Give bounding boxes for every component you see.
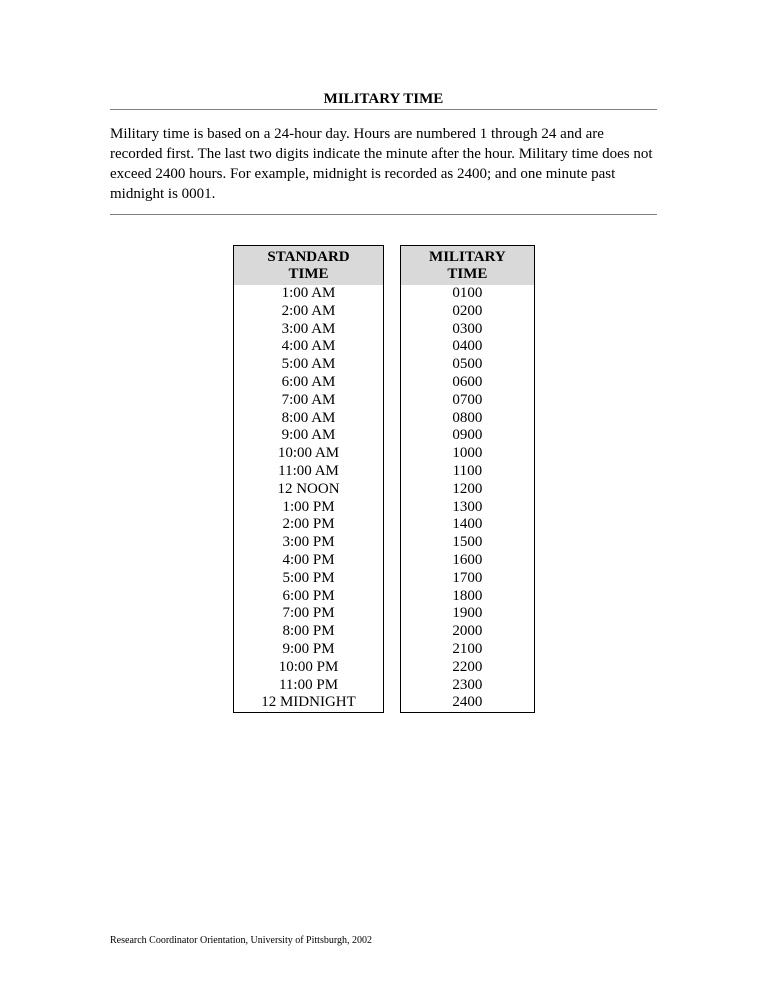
standard-time-cell: 12 MIDNIGHT (234, 694, 384, 712)
table-row (234, 445, 535, 463)
military-time-cell: 1900 (400, 605, 534, 623)
table-header (234, 246, 535, 286)
standard-time-cell: 8:00 PM (234, 623, 384, 641)
table-row (234, 321, 535, 339)
standard-time-cell: 1:00 AM (234, 285, 384, 303)
standard-time-cell: 9:00 AM (234, 427, 384, 445)
standard-time-cell: 4:00 AM (234, 338, 384, 356)
column-gap (384, 427, 401, 445)
column-gap (384, 410, 401, 428)
column-gap (384, 356, 401, 374)
column-gap (384, 374, 401, 392)
standard-time-cell: 6:00 PM (234, 588, 384, 606)
standard-time-cell: 6:00 AM (234, 374, 384, 392)
column-gap (384, 534, 401, 552)
military-time-cell: 0200 (400, 303, 534, 321)
column-gap (384, 445, 401, 463)
table-row (234, 570, 535, 588)
standard-time-header (234, 246, 384, 286)
table-row (234, 374, 535, 392)
column-gap (384, 516, 401, 534)
intro-paragraph: Military time is based on a 24-hour day. Hours are numbered 1 through 24 and are recorded first. The last two digits indicate the minute after the hour. Military time does not exceed 2400 hours. For example, midnight is recorded as 2400; and one minute past midnight is 0001. (110, 126, 653, 202)
table-row (234, 427, 535, 445)
table-row (234, 303, 535, 321)
column-gap (384, 321, 401, 339)
military-time-cell: 2300 (400, 677, 534, 695)
table-row (234, 588, 535, 606)
military-time-cell: 0400 (400, 338, 534, 356)
military-time-cell: 1700 (400, 570, 534, 588)
column-gap (384, 246, 401, 286)
military-time-cell: 2000 (400, 623, 534, 641)
table-row (234, 694, 535, 712)
column-gap (384, 392, 401, 410)
standard-time-cell: 4:00 PM (234, 552, 384, 570)
table-row (234, 410, 535, 428)
table-body (234, 285, 535, 713)
standard-time-cell: 11:00 AM (234, 463, 384, 481)
title-divider (110, 109, 657, 110)
table-row (234, 534, 535, 552)
column-gap (384, 499, 401, 517)
table-row (234, 356, 535, 374)
column-gap (384, 285, 401, 303)
standard-header-line1: STANDARD (267, 249, 350, 265)
standard-time-cell: 12 NOON (234, 481, 384, 499)
military-time-cell: 2100 (400, 641, 534, 659)
column-gap (384, 588, 401, 606)
military-time-cell: 1200 (400, 481, 534, 499)
standard-header-line2: TIME (288, 266, 329, 282)
military-header-line2: TIME (447, 266, 488, 282)
table-row (234, 623, 535, 641)
military-time-cell: 1800 (400, 588, 534, 606)
standard-time-cell: 3:00 PM (234, 534, 384, 552)
military-time-cell: 0600 (400, 374, 534, 392)
table-row (234, 285, 535, 303)
page-title: MILITARY TIME (323, 91, 444, 107)
column-gap (384, 677, 401, 695)
table-row (234, 481, 535, 499)
table-row (234, 338, 535, 356)
standard-time-cell: 10:00 AM (234, 445, 384, 463)
standard-time-cell: 7:00 AM (234, 392, 384, 410)
time-conversion-table (233, 245, 535, 713)
column-gap (384, 303, 401, 321)
military-time-cell: 1300 (400, 499, 534, 517)
military-header-line1: MILITARY (429, 249, 506, 265)
standard-time-cell: 10:00 PM (234, 659, 384, 677)
standard-time-cell: 1:00 PM (234, 499, 384, 517)
column-gap (384, 659, 401, 677)
military-time-cell: 2400 (400, 694, 534, 712)
column-gap (384, 463, 401, 481)
column-gap (384, 570, 401, 588)
military-time-cell: 0900 (400, 427, 534, 445)
standard-time-cell: 9:00 PM (234, 641, 384, 659)
standard-time-cell: 2:00 AM (234, 303, 384, 321)
military-time-cell: 0300 (400, 321, 534, 339)
column-gap (384, 641, 401, 659)
column-gap (384, 338, 401, 356)
table-row (234, 641, 535, 659)
military-time-cell: 1600 (400, 552, 534, 570)
table-row (234, 463, 535, 481)
military-time-cell: 2200 (400, 659, 534, 677)
footer-text: Research Coordinator Orientation, University of Pittsburgh, 2002 (110, 935, 372, 946)
standard-time-cell: 2:00 PM (234, 516, 384, 534)
military-time-cell: 0700 (400, 392, 534, 410)
column-gap (384, 623, 401, 641)
military-time-cell: 1400 (400, 516, 534, 534)
table-row (234, 392, 535, 410)
intro-divider (110, 214, 657, 215)
table-row (234, 552, 535, 570)
standard-time-cell: 8:00 AM (234, 410, 384, 428)
military-time-cell: 1500 (400, 534, 534, 552)
standard-time-cell: 7:00 PM (234, 605, 384, 623)
military-time-cell: 0800 (400, 410, 534, 428)
standard-time-cell: 3:00 AM (234, 321, 384, 339)
column-gap (384, 481, 401, 499)
table-row (234, 659, 535, 677)
military-time-cell: 1100 (400, 463, 534, 481)
military-time-cell: 1000 (400, 445, 534, 463)
column-gap (384, 605, 401, 623)
column-gap (384, 552, 401, 570)
standard-time-cell: 11:00 PM (234, 677, 384, 695)
military-time-cell: 0500 (400, 356, 534, 374)
table-header-row (234, 246, 535, 286)
military-time-cell: 0100 (400, 285, 534, 303)
table-row (234, 516, 535, 534)
column-gap (384, 694, 401, 712)
standard-time-cell: 5:00 AM (234, 356, 384, 374)
military-time-header (400, 246, 534, 286)
table-row (234, 499, 535, 517)
table-row (234, 605, 535, 623)
standard-time-cell: 5:00 PM (234, 570, 384, 588)
table-row (234, 677, 535, 695)
